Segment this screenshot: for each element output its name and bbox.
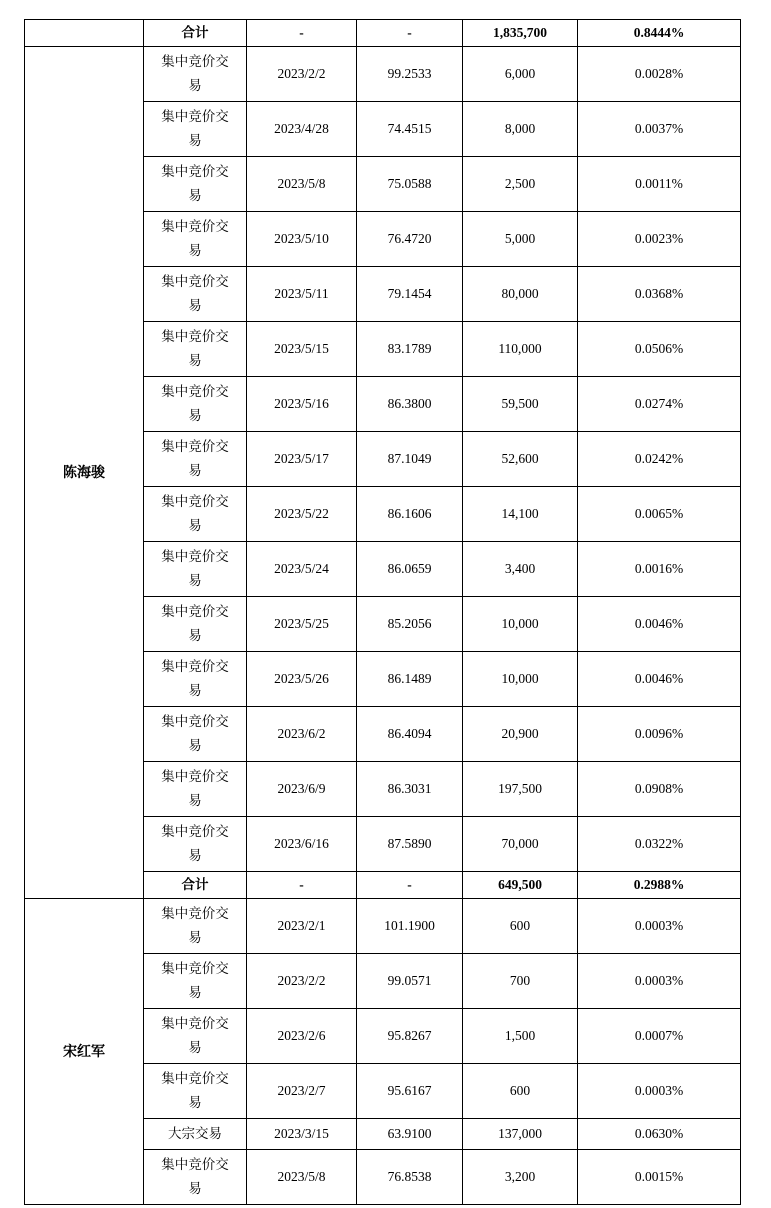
person-name-cell: 陈海骏: [25, 47, 144, 899]
trade-date-cell: 2023/5/10: [247, 212, 357, 267]
trade-ratio-cell: 0.0007%: [578, 1009, 741, 1064]
trade-shares-cell: 59,500: [463, 377, 578, 432]
trade-shares-cell: 2,500: [463, 157, 578, 212]
trade-shares-cell: 1,500: [463, 1009, 578, 1064]
trade-ratio-cell: 0.0003%: [578, 1064, 741, 1119]
trade-shares-cell: 600: [463, 1064, 578, 1119]
trade-ratio-cell: 0.0037%: [578, 102, 741, 157]
trade-date-cell: 2023/5/15: [247, 322, 357, 377]
trade-price-cell: 85.2056: [357, 597, 463, 652]
trade-shares-cell: 10,000: [463, 652, 578, 707]
subtotal-row: [25, 20, 741, 47]
trade-date-cell: 2023/2/2: [247, 47, 357, 102]
subtotal-shares: 1,835,700: [463, 20, 578, 47]
trade-shares-cell: 600: [463, 899, 578, 954]
trade-method-cell: 集中竞价交易: [144, 487, 247, 542]
trade-shares-cell: 700: [463, 954, 578, 1009]
trade-method-cell: 集中竞价交易: [144, 432, 247, 487]
trade-shares-cell: 10,000: [463, 597, 578, 652]
subtotal-price: -: [357, 20, 463, 47]
trade-ratio-cell: 0.0630%: [578, 1119, 741, 1150]
trade-ratio-cell: 0.0046%: [578, 597, 741, 652]
trade-method-cell: 集中竞价交易: [144, 1009, 247, 1064]
trade-date-cell: 2023/6/9: [247, 762, 357, 817]
trade-ratio-cell: 0.0322%: [578, 817, 741, 872]
trade-date-cell: 2023/5/8: [247, 157, 357, 212]
trade-method-cell: 集中竞价交易: [144, 1064, 247, 1119]
trade-shares-cell: 5,000: [463, 212, 578, 267]
trade-method-cell: 集中竞价交易: [144, 542, 247, 597]
trade-date-cell: 2023/2/2: [247, 954, 357, 1009]
trade-shares-cell: 3,200: [463, 1150, 578, 1205]
trade-price-cell: 86.0659: [357, 542, 463, 597]
trade-shares-cell: 110,000: [463, 322, 578, 377]
trade-price-cell: 86.1606: [357, 487, 463, 542]
trade-price-cell: 76.8538: [357, 1150, 463, 1205]
trade-price-cell: 95.8267: [357, 1009, 463, 1064]
trade-method-cell: 大宗交易: [144, 1119, 247, 1150]
trade-method-cell: 集中竞价交易: [144, 817, 247, 872]
trade-ratio-cell: 0.0506%: [578, 322, 741, 377]
subtotal-price: -: [357, 872, 463, 899]
person-name-cell: [25, 20, 144, 47]
trade-price-cell: 99.0571: [357, 954, 463, 1009]
trade-price-cell: 75.0588: [357, 157, 463, 212]
trade-price-cell: 87.5890: [357, 817, 463, 872]
trade-price-cell: 101.1900: [357, 899, 463, 954]
table-row: [25, 47, 741, 102]
trade-method-cell: 集中竞价交易: [144, 707, 247, 762]
table-body: [25, 20, 741, 1205]
trade-ratio-cell: 0.0015%: [578, 1150, 741, 1205]
trade-price-cell: 86.3800: [357, 377, 463, 432]
trade-method-cell: 集中竞价交易: [144, 212, 247, 267]
trade-shares-cell: 197,500: [463, 762, 578, 817]
subtotal-shares: 649,500: [463, 872, 578, 899]
trade-method-cell: 集中竞价交易: [144, 954, 247, 1009]
subtotal-ratio: 0.8444%: [578, 20, 741, 47]
trade-price-cell: 86.1489: [357, 652, 463, 707]
trade-shares-cell: 8,000: [463, 102, 578, 157]
subtotal-ratio: 0.2988%: [578, 872, 741, 899]
trade-ratio-cell: 0.0016%: [578, 542, 741, 597]
trade-price-cell: 99.2533: [357, 47, 463, 102]
trade-price-cell: 86.4094: [357, 707, 463, 762]
trade-method-cell: 集中竞价交易: [144, 762, 247, 817]
trade-method-cell: 集中竞价交易: [144, 597, 247, 652]
trade-price-cell: 79.1454: [357, 267, 463, 322]
trade-ratio-cell: 0.0242%: [578, 432, 741, 487]
trade-method-cell: 集中竞价交易: [144, 157, 247, 212]
trade-date-cell: 2023/6/16: [247, 817, 357, 872]
trade-ratio-cell: 0.0003%: [578, 954, 741, 1009]
trade-price-cell: 74.4515: [357, 102, 463, 157]
trade-shares-cell: 52,600: [463, 432, 578, 487]
subtotal-date: -: [247, 20, 357, 47]
trade-ratio-cell: 0.0011%: [578, 157, 741, 212]
trade-price-cell: 95.6167: [357, 1064, 463, 1119]
trade-date-cell: 2023/5/26: [247, 652, 357, 707]
trade-method-cell: 集中竞价交易: [144, 1150, 247, 1205]
trade-date-cell: 2023/5/8: [247, 1150, 357, 1205]
trade-ratio-cell: 0.0096%: [578, 707, 741, 762]
table-row: [25, 899, 741, 954]
trade-price-cell: 76.4720: [357, 212, 463, 267]
subtotal-label: 合计: [144, 20, 247, 47]
trade-ratio-cell: 0.0368%: [578, 267, 741, 322]
trade-date-cell: 2023/5/22: [247, 487, 357, 542]
trade-date-cell: 2023/2/7: [247, 1064, 357, 1119]
trade-shares-cell: 3,400: [463, 542, 578, 597]
person-name-cell: 宋红军: [25, 899, 144, 1205]
trade-ratio-cell: 0.0023%: [578, 212, 741, 267]
trade-ratio-cell: 0.0908%: [578, 762, 741, 817]
shareholding-change-table: [24, 19, 741, 1205]
trade-method-cell: 集中竞价交易: [144, 322, 247, 377]
trade-date-cell: 2023/3/15: [247, 1119, 357, 1150]
trade-date-cell: 2023/5/11: [247, 267, 357, 322]
trade-date-cell: 2023/6/2: [247, 707, 357, 762]
trade-date-cell: 2023/5/17: [247, 432, 357, 487]
subtotal-label: 合计: [144, 872, 247, 899]
trade-date-cell: 2023/5/24: [247, 542, 357, 597]
trade-method-cell: 集中竞价交易: [144, 47, 247, 102]
trade-method-cell: 集中竞价交易: [144, 899, 247, 954]
trade-ratio-cell: 0.0046%: [578, 652, 741, 707]
trade-price-cell: 87.1049: [357, 432, 463, 487]
trade-method-cell: 集中竞价交易: [144, 377, 247, 432]
trade-date-cell: 2023/2/1: [247, 899, 357, 954]
trade-shares-cell: 14,100: [463, 487, 578, 542]
trade-shares-cell: 20,900: [463, 707, 578, 762]
trade-ratio-cell: 0.0274%: [578, 377, 741, 432]
trade-shares-cell: 80,000: [463, 267, 578, 322]
trade-price-cell: 86.3031: [357, 762, 463, 817]
trade-date-cell: 2023/5/25: [247, 597, 357, 652]
trade-method-cell: 集中竞价交易: [144, 102, 247, 157]
trade-method-cell: 集中竞价交易: [144, 652, 247, 707]
trade-date-cell: 2023/2/6: [247, 1009, 357, 1064]
trade-ratio-cell: 0.0065%: [578, 487, 741, 542]
trade-ratio-cell: 0.0028%: [578, 47, 741, 102]
trade-date-cell: 2023/4/28: [247, 102, 357, 157]
trade-price-cell: 63.9100: [357, 1119, 463, 1150]
trade-date-cell: 2023/5/16: [247, 377, 357, 432]
trade-shares-cell: 137,000: [463, 1119, 578, 1150]
trade-shares-cell: 70,000: [463, 817, 578, 872]
trade-method-cell: 集中竞价交易: [144, 267, 247, 322]
trade-ratio-cell: 0.0003%: [578, 899, 741, 954]
trade-price-cell: 83.1789: [357, 322, 463, 377]
trade-shares-cell: 6,000: [463, 47, 578, 102]
subtotal-date: -: [247, 872, 357, 899]
